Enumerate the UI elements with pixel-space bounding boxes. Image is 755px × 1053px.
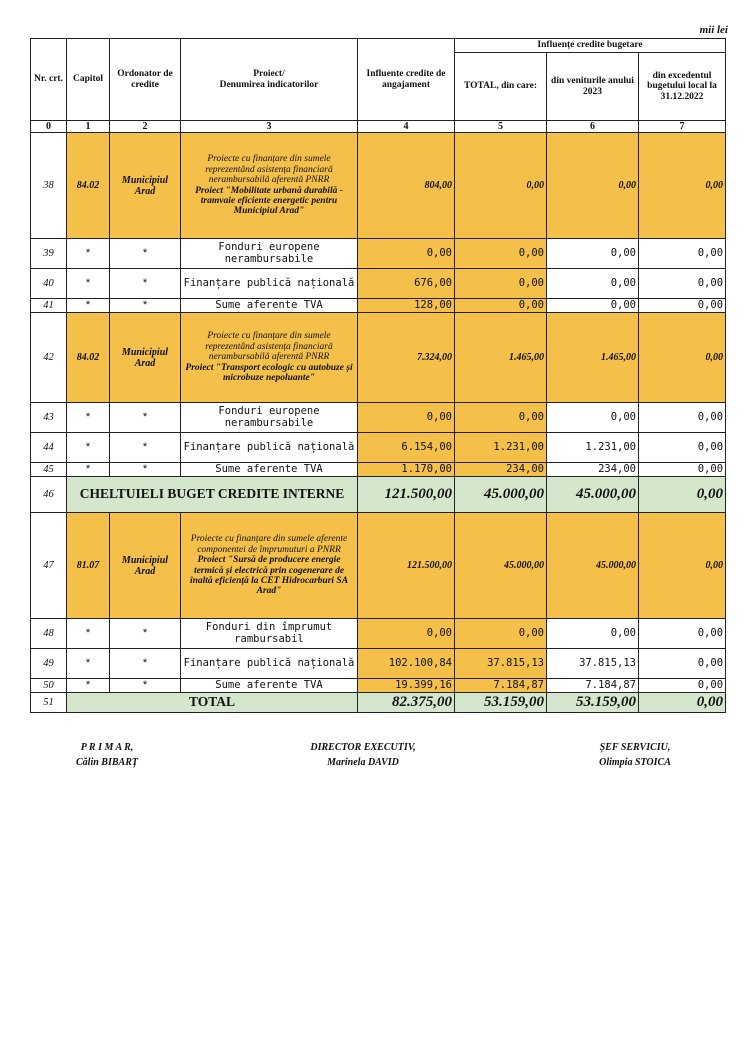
- value-c7: 0,00: [639, 513, 726, 619]
- signature-director: [288, 740, 438, 770]
- indicator-name: Sume aferente TVA: [181, 299, 358, 313]
- value-c6: 234,00: [547, 463, 639, 477]
- value-c6: 1.465,00: [547, 313, 639, 403]
- value-c5: 7.184,87: [455, 679, 547, 693]
- ordonator-cell: *: [110, 239, 181, 269]
- index-cell: 6: [547, 121, 639, 133]
- table-row: [31, 299, 726, 313]
- header-proiect-line1: Proiect/: [253, 69, 285, 80]
- indicator-name: Fonduri europene nerambursabile: [181, 239, 358, 269]
- table-row: [31, 313, 726, 403]
- indicator-name: Finanțare publică națională: [181, 649, 358, 679]
- header-total: TOTAL, din care:: [455, 53, 547, 121]
- value-c5: 0,00: [455, 239, 547, 269]
- row-number: 46: [31, 477, 67, 513]
- capitol-cell: *: [67, 239, 110, 269]
- row-number: 38: [31, 133, 67, 239]
- table-row: [31, 649, 726, 679]
- value-c4: 0,00: [358, 239, 455, 269]
- value-c5: 1.465,00: [455, 313, 547, 403]
- header-capitol: Capitol: [67, 39, 110, 121]
- capitol-cell: *: [67, 463, 110, 477]
- value-c6: 0,00: [547, 299, 639, 313]
- table-row: [31, 513, 726, 619]
- value-c5: 1.231,00: [455, 433, 547, 463]
- total-title: TOTAL: [67, 693, 358, 713]
- value-c4: 19.399,16: [358, 679, 455, 693]
- value-c7: 0,00: [639, 313, 726, 403]
- header-venituri: din veniturile anului 2023: [547, 53, 639, 121]
- value-c4: 7.324,00: [358, 313, 455, 403]
- value-c6: 7.184,87: [547, 679, 639, 693]
- table-body: [31, 133, 726, 713]
- table-row: [31, 463, 726, 477]
- index-cell: 4: [358, 121, 455, 133]
- value-c7: 0,00: [639, 269, 726, 299]
- project-source: Proiecte cu finanțare din sumele reprezentând asistența financiară nerambursabilă aferentă PNRR: [205, 331, 333, 363]
- indicator-name: Sume aferente TVA: [181, 679, 358, 693]
- signature-name: Călin BIBARȚ: [76, 757, 138, 768]
- signature-name: Olimpia STOICA: [599, 757, 671, 768]
- value-c7: 0,00: [639, 403, 726, 433]
- header-ordonator: Ordonator de credite: [110, 39, 181, 121]
- value-c4: 0,00: [358, 403, 455, 433]
- signature-role: P R I M A R,: [80, 742, 134, 753]
- ordonator-cell: *: [110, 619, 181, 649]
- header-angajament: Influente credite de angajament: [358, 39, 455, 121]
- value-c6: 1.231,00: [547, 433, 639, 463]
- value-c5: 37.815,13: [455, 649, 547, 679]
- capitol-cell: *: [67, 269, 110, 299]
- project-source: Proiecte cu finanțare din sumele reprezentând asistența financiară nerambursabilă aferentă PNRR: [205, 154, 333, 186]
- row-number: 40: [31, 269, 67, 299]
- project-name: Proiect "Sursă de producere energie termică și electrică prin cogenerare de înaltă eficiență la CET Hidrocarburi SA Arad": [189, 555, 349, 597]
- table-row: [31, 133, 726, 239]
- table-row: [31, 433, 726, 463]
- indicator-name: Fonduri din împrumut rambursabil: [181, 619, 358, 649]
- project-name: Proiect "Transport ecologic cu autobuze și microbuze nepoluante": [185, 362, 353, 384]
- budget-table: [30, 38, 726, 713]
- value-c5: 45.000,00: [455, 513, 547, 619]
- index-cell: 1: [67, 121, 110, 133]
- value-c7: 0,00: [639, 463, 726, 477]
- index-cell: 0: [31, 121, 67, 133]
- value-c7: 0,00: [639, 433, 726, 463]
- capitol-cell: 81.07: [67, 513, 110, 619]
- unit-label: mii lei: [699, 24, 728, 36]
- value-c5: 53.159,00: [455, 693, 547, 713]
- header-proiect: [181, 39, 358, 121]
- value-c7: 0,00: [639, 133, 726, 239]
- ordonator-cell: *: [110, 299, 181, 313]
- value-c6: 45.000,00: [547, 513, 639, 619]
- capitol-cell: *: [67, 679, 110, 693]
- value-c6: 53.159,00: [547, 693, 639, 713]
- value-c7: 0,00: [639, 477, 726, 513]
- index-cell: 7: [639, 121, 726, 133]
- ordonator-cell: *: [110, 679, 181, 693]
- value-c7: 0,00: [639, 239, 726, 269]
- signature-sef: [575, 740, 695, 770]
- table-row: [31, 403, 726, 433]
- signature-role: DIRECTOR EXECUTIV,: [310, 742, 416, 753]
- ordonator-cell: *: [110, 403, 181, 433]
- table-row: [31, 239, 726, 269]
- indicator-name: Finanțare publică națională: [181, 433, 358, 463]
- project-description: [181, 313, 358, 403]
- value-c7: 0,00: [639, 619, 726, 649]
- row-number: 39: [31, 239, 67, 269]
- value-c5: 0,00: [455, 619, 547, 649]
- value-c5: 45.000,00: [455, 477, 547, 513]
- signature-name: Marinela DAVID: [327, 757, 399, 768]
- index-cell: 3: [181, 121, 358, 133]
- capitol-cell: 84.02: [67, 313, 110, 403]
- value-c6: 0,00: [547, 133, 639, 239]
- capitol-cell: *: [67, 649, 110, 679]
- project-source: Proiecte cu finanțare din sumele aferente componentei de împrumuturi a PNRR: [190, 534, 348, 555]
- capitol-cell: *: [67, 299, 110, 313]
- project-name: Proiect "Mobilitate urbană durabilă - tramvaie eficiente energetic pentru Municipiul Arad": [195, 185, 343, 217]
- section-title: CHELTUIELI BUGET CREDITE INTERNE: [67, 477, 358, 513]
- ordonator-cell: *: [110, 269, 181, 299]
- value-c5: 234,00: [455, 463, 547, 477]
- ordonator-cell: Municipiul Arad: [110, 513, 181, 619]
- value-c7: 0,00: [639, 299, 726, 313]
- value-c7: 0,00: [639, 649, 726, 679]
- capitol-cell: *: [67, 403, 110, 433]
- value-c4: 804,00: [358, 133, 455, 239]
- row-number: 47: [31, 513, 67, 619]
- value-c5: 0,00: [455, 269, 547, 299]
- ordonator-cell: *: [110, 463, 181, 477]
- index-row: [31, 121, 726, 133]
- value-c6: 37.815,13: [547, 649, 639, 679]
- row-number: 48: [31, 619, 67, 649]
- capitol-cell: 84.02: [67, 133, 110, 239]
- indicator-name: Finanțare publică națională: [181, 269, 358, 299]
- indicator-name: Fonduri europene nerambursabile: [181, 403, 358, 433]
- value-c4: 121.500,00: [358, 477, 455, 513]
- table-row: [31, 679, 726, 693]
- value-c5: 0,00: [455, 299, 547, 313]
- index-cell: 2: [110, 121, 181, 133]
- value-c4: 676,00: [358, 269, 455, 299]
- row-number: 42: [31, 313, 67, 403]
- value-c4: 102.100,84: [358, 649, 455, 679]
- row-number: 49: [31, 649, 67, 679]
- row-number: 44: [31, 433, 67, 463]
- value-c7: 0,00: [639, 693, 726, 713]
- header-excedent: din excedentul bugetului local la 31.12.2022: [639, 53, 726, 121]
- value-c6: 0,00: [547, 403, 639, 433]
- row-number: 50: [31, 679, 67, 693]
- signature-primar: [52, 740, 162, 770]
- value-c7: 0,00: [639, 679, 726, 693]
- value-c4: 128,00: [358, 299, 455, 313]
- value-c6: 45.000,00: [547, 477, 639, 513]
- table-row: [31, 693, 726, 713]
- value-c6: 0,00: [547, 619, 639, 649]
- value-c4: 6.154,00: [358, 433, 455, 463]
- capitol-cell: *: [67, 433, 110, 463]
- row-number: 41: [31, 299, 67, 313]
- value-c4: 82.375,00: [358, 693, 455, 713]
- indicator-name: Sume aferente TVA: [181, 463, 358, 477]
- value-c6: 0,00: [547, 269, 639, 299]
- signature-role: ȘEF SERVICIU,: [599, 742, 671, 753]
- table-row: [31, 619, 726, 649]
- project-description: [181, 133, 358, 239]
- value-c5: 0,00: [455, 133, 547, 239]
- index-cell: 5: [455, 121, 547, 133]
- ordonator-cell: Municipiul Arad: [110, 133, 181, 239]
- table-row: [31, 477, 726, 513]
- ordonator-cell: Municipiul Arad: [110, 313, 181, 403]
- row-number: 45: [31, 463, 67, 477]
- capitol-cell: *: [67, 619, 110, 649]
- header-bugetare: Influențe credite bugetare: [455, 39, 726, 53]
- header-proiect-line2: Denumirea indicatorilor: [219, 79, 319, 90]
- value-c6: 0,00: [547, 239, 639, 269]
- value-c4: 121.500,00: [358, 513, 455, 619]
- project-description: [181, 513, 358, 619]
- row-number: 43: [31, 403, 67, 433]
- header-row-top: [31, 39, 726, 53]
- value-c5: 0,00: [455, 403, 547, 433]
- table-row: [31, 269, 726, 299]
- value-c4: 0,00: [358, 619, 455, 649]
- row-number: 51: [31, 693, 67, 713]
- ordonator-cell: *: [110, 649, 181, 679]
- ordonator-cell: *: [110, 433, 181, 463]
- value-c4: 1.170,00: [358, 463, 455, 477]
- header-nr: Nr. crt.: [31, 39, 67, 121]
